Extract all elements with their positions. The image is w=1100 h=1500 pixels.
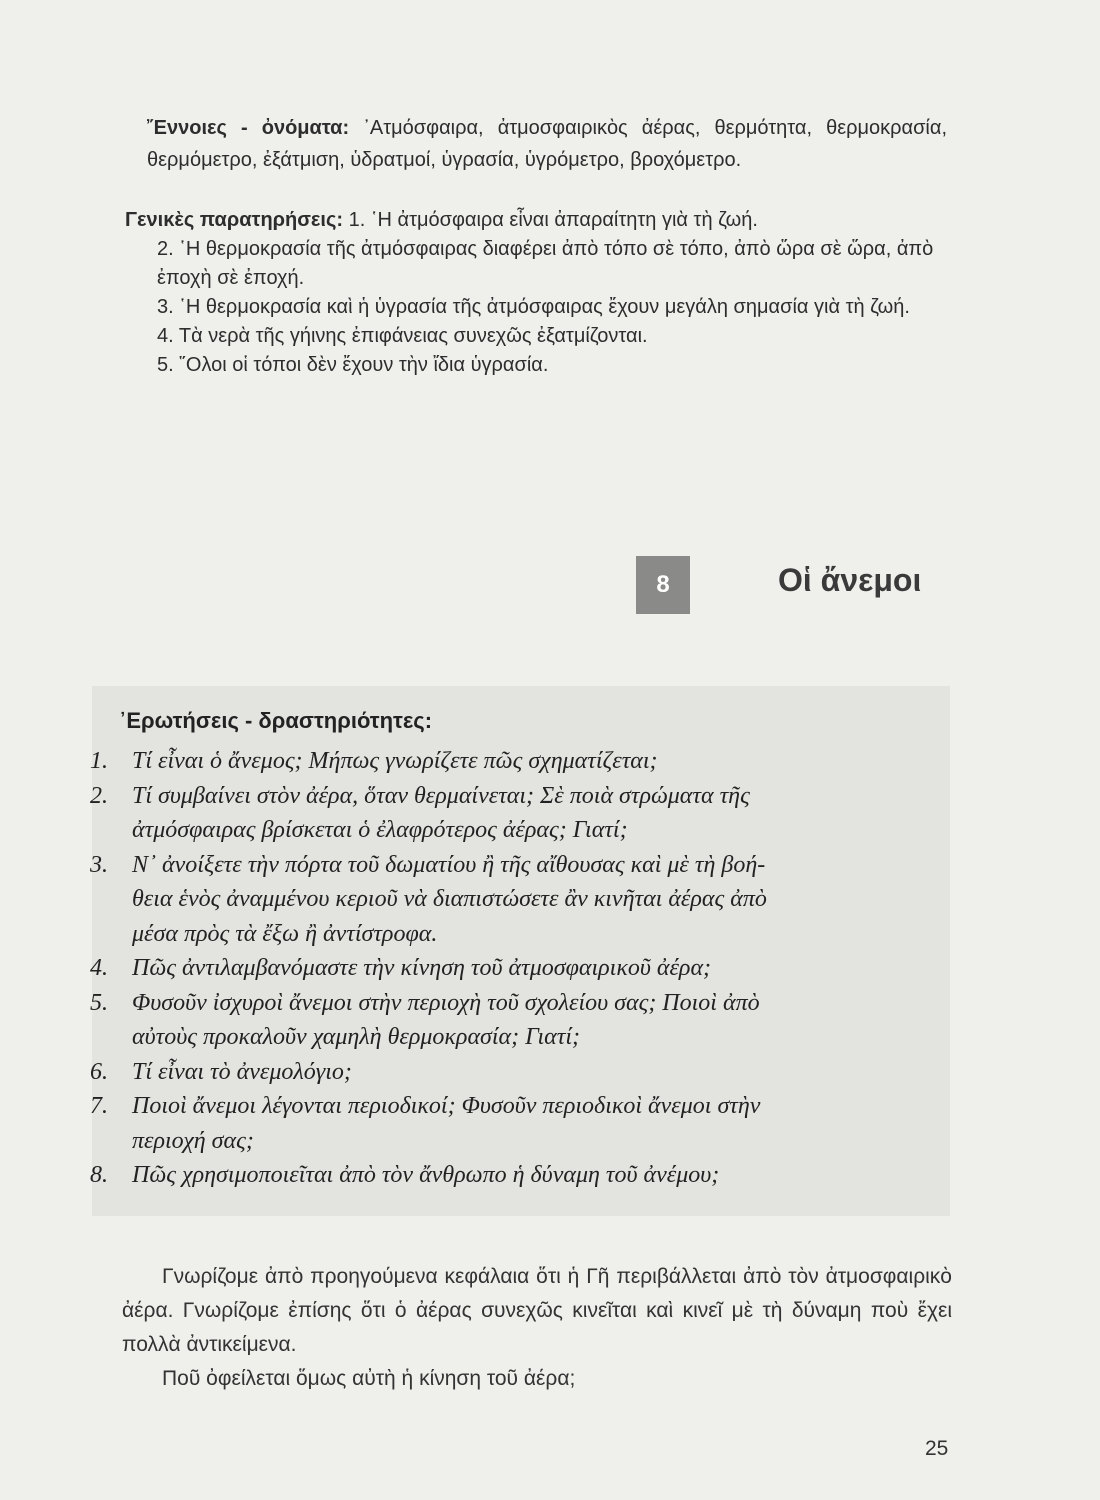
general-observations [125, 206, 950, 380]
question-number: 7. [90, 1093, 108, 1119]
question-line [90, 917, 950, 952]
question-text: Τί εἶναι τὸ ἀνεμολόγιο; [132, 1058, 352, 1085]
question-number: 1. [90, 748, 108, 774]
question-line [90, 1158, 950, 1193]
chapter-title: Οἱ ἄνεμοι [778, 562, 922, 598]
question-text: θεια ἑνὸς ἀναμμένου κεριοῦ νὰ διαπιστώσετε ἂν κινῆται ἀέρας ἀπὸ [132, 886, 767, 912]
questions-heading: ᾽Ερωτήσεις - δραστηριότητες: [119, 708, 433, 733]
question-number: 6. [90, 1058, 108, 1085]
observations-label: Γενικὲς παρατηρήσεις: [125, 209, 344, 231]
concepts-label: ῎Εννοιες - ὀνόματα: [147, 117, 350, 139]
observation-item-3: 3. ῾Η θερμοκρασία καὶ ἡ ὑγρασία τῆς ἀτμόσφαιρας ἔχουν μεγάλη σημασία γιὰ τὴ ζωή. [157, 296, 910, 318]
question-line [90, 1055, 950, 1090]
page-number: 25 [925, 1437, 949, 1460]
question-number: 8. [90, 1162, 108, 1188]
observation-item-4: 4. Τὰ νερὰ τῆς γήινης ἐπιφάνειας συνεχῶς ἐξατμίζονται. [157, 325, 648, 347]
question-text: αὐτοὺς προκαλοῦν χαμηλὴ θερμοκρασία; Γιατί; [132, 1024, 580, 1050]
chapter-number-badge: 8 [636, 556, 690, 614]
question-line [90, 779, 950, 814]
question-number: 4. [90, 955, 108, 981]
question-number [90, 813, 132, 848]
question-text: ἀτμόσφαιρας βρίσκεται ὁ ἐλαφρότερος ἀέρας; Γιατί; [132, 817, 628, 843]
question-line [90, 951, 950, 986]
question-text: Πῶς ἀντιλαμβανόμαστε τὴν κίνηση τοῦ ἀτμοσφαιρικοῦ ἀέρα; [132, 955, 712, 981]
observation-item-1 [125, 206, 950, 235]
question-text: Ν᾽ ἀνοίξετε τὴν πόρτα τοῦ δωματίου ἢ τῆς αἴθουσας καὶ μὲ τὴ βοή- [132, 851, 766, 878]
question-line [90, 1020, 950, 1055]
question-text: περιοχή σας; [132, 1127, 254, 1154]
question-text: Τί εἶναι ὁ ἄνεμος; Μήπως γνωρίζετε πῶς σχηματίζεται; [132, 748, 658, 774]
intro-paragraph-1: Γνωρίζομε ἀπὸ προηγούμενα κεφάλαια ὅτι ἡ Γῆ περιβάλλεται ἀπὸ τὸν ἀτμοσφαιρικὸ ἀέρα. Γνωρίζομε ἐπίσης ὅτι ὁ ἀέρας συνεχῶς κινεῖται καὶ κινεῖ μὲ τὴ δύναμη ποὺ ἔχει πολλὰ ἀντικείμενα. [122, 1265, 952, 1356]
question-number [90, 1124, 132, 1159]
observation-text: 1. ῾Η ἀτμόσφαιρα εἶναι ἀπαραίτητη γιὰ τὴ ζωή. [348, 209, 758, 231]
observation-item-2: 2. ῾Η θερμοκρασία τῆς ἀτμόσφαιρας διαφέρει ἀπὸ τόπο σὲ τόπο, ἀπὸ ὥρα σὲ ὥρα, ἀπὸ ἐποχὴ σὲ ἐποχή. [157, 238, 934, 289]
question-line [90, 744, 950, 779]
question-line [90, 1089, 950, 1124]
question-number [90, 882, 132, 917]
questions-list [90, 744, 950, 1193]
concepts-paragraph [147, 112, 947, 176]
question-number: 2. [90, 782, 108, 809]
question-line [90, 813, 950, 848]
question-line [90, 882, 950, 917]
observation-item-5: 5. ῞Ολοι οἱ τόποι δὲν ἔχουν τὴν ἴδια ὑγρασία. [157, 354, 549, 376]
question-number: 5. [90, 989, 108, 1016]
question-number [90, 917, 132, 952]
question-text: Πῶς χρησιμοποιεῖται ἀπὸ τὸν ἄνθρωπο ἡ δύναμη τοῦ ἀνέμου; [132, 1162, 720, 1188]
question-text: Τί συμβαίνει στὸν ἀέρα, ὅταν θερμαίνεται; Σὲ ποιὰ στρώματα τῆς [132, 782, 750, 809]
question-text: Φυσοῦν ἰσχυροὶ ἄνεμοι στὴν περιοχὴ τοῦ σχολείου σας; Ποιοὶ ἀπὸ [132, 989, 760, 1016]
question-text: Ποιοὶ ἄνεμοι λέγονται περιοδικοί; Φυσοῦν περιοδικοὶ ἄνεμοι στὴν [132, 1093, 761, 1119]
question-number [90, 1020, 132, 1055]
question-number: 3. [90, 851, 108, 878]
question-text: μέσα πρὸς τὰ ἔξω ἢ ἀντίστροφα. [132, 920, 438, 947]
concepts-text: ᾽Ατμόσφαιρα, ἀτμοσφαιρικὸς ἀέρας, θερμότητα, θερμοκρασία, θερμόμετρο, ἐξάτμιση, ὑδρατμοί, ὑγρασία, ὑγρόμετρο, βροχόμετρο. [147, 117, 947, 171]
intro-paragraph-2: Ποῦ ὀφείλεται ὅμως αὐτὴ ἡ κίνηση τοῦ ἀέρα; [162, 1367, 576, 1390]
question-line [90, 986, 950, 1021]
question-line [90, 848, 950, 883]
intro-text [122, 1260, 952, 1396]
question-line [90, 1124, 950, 1159]
